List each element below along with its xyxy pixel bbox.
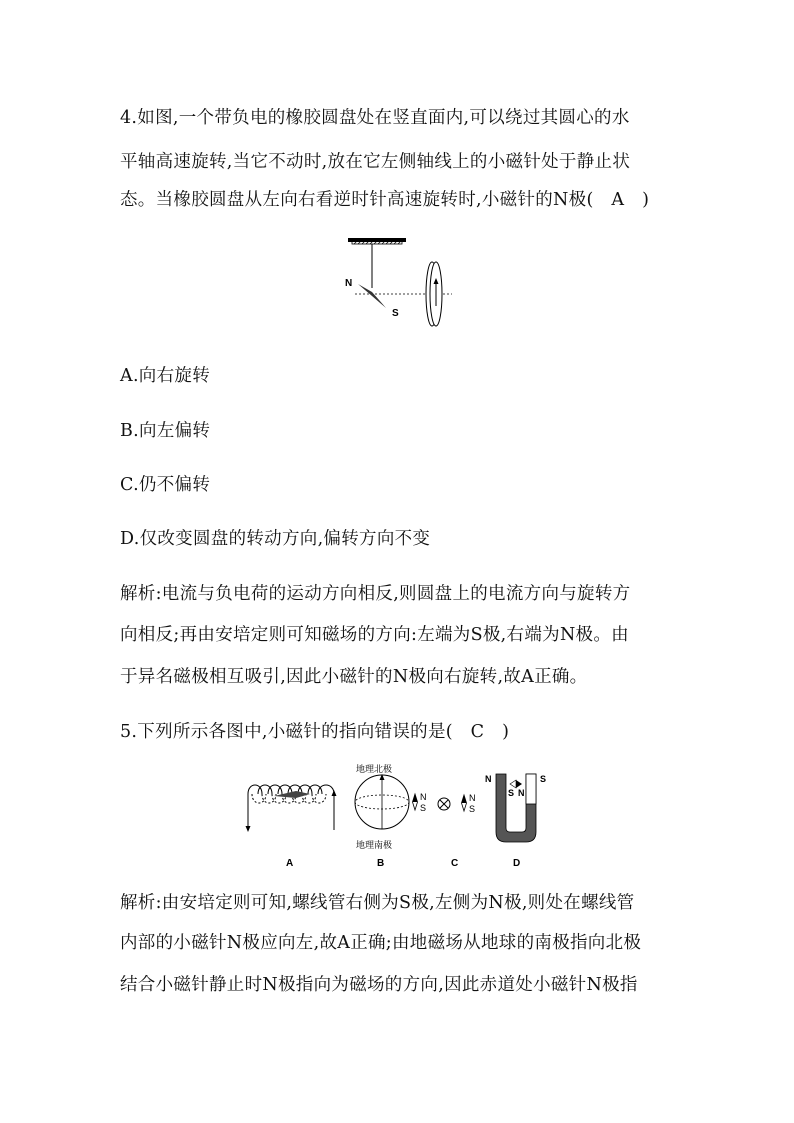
u-needle-n: N — [518, 788, 525, 798]
q4-disk-figure — [340, 236, 460, 336]
q4-option-a: A.向右旋转 — [120, 366, 211, 386]
q4-stem-line-2: 平轴高速旋转,当它不动时,放在它左侧轴线上的小磁针处于静止状 — [120, 152, 631, 172]
q4-option-b: B.向左偏转 — [120, 421, 211, 441]
earth-south-label: 地理南极 — [356, 840, 393, 850]
earth-needle-n: N — [420, 792, 427, 802]
q4-analysis-line-2: 向相反;再由安培定则可知磁场的方向:左端为S极,右端为N极。由 — [120, 625, 629, 645]
q4-analysis-line-3: 于异名磁极相互吸引,因此小磁针的N极向右旋转,故A正确。 — [120, 667, 588, 687]
q4-stem-line-1: 4.如图,一个带负电的橡胶圆盘处在竖直面内,可以绕过其圆心的水 — [120, 108, 630, 128]
q5-analysis-line-1: 解析:由安培定则可知,螺线管右侧为S极,左侧为N极,则处在螺线管 — [120, 893, 635, 913]
u-needle-s: S — [508, 788, 515, 798]
needle-label-n: N — [345, 278, 353, 289]
caption-b: B — [377, 858, 385, 869]
q4-stem-line-3: 态。当橡胶圆盘从左向右看逆时针高速旋转时,小磁针的N极( A ) — [120, 190, 650, 210]
earth-north-label: 地理北极 — [356, 764, 393, 774]
q4-option-d: D.仅改变圆盘的转动方向,偏转方向不变 — [120, 529, 431, 549]
magnet-left-pole: N — [485, 774, 492, 784]
magnet-right-pole: S — [540, 774, 547, 784]
caption-c: C — [451, 858, 459, 869]
wire-needle-s: S — [469, 804, 476, 814]
needle-label-s: S — [392, 308, 399, 319]
q5-figures — [238, 760, 568, 872]
caption-a: A — [286, 858, 294, 869]
solenoid-figure — [246, 785, 337, 832]
q5-analysis-line-3: 结合小磁针静止时N极指向为磁场的方向,因此赤道处小磁针N极指 — [120, 975, 638, 995]
caption-d: D — [513, 858, 521, 869]
q4-analysis-line-1: 解析:电流与负电荷的运动方向相反,则圆盘上的电流方向与旋转方 — [120, 584, 631, 604]
earth-needle-s: S — [420, 803, 427, 813]
q5-analysis-line-2: 内部的小磁针N极应向左,故A正确;由地磁场从地球的南极指向北极 — [120, 933, 642, 953]
q5-stem: 5.下列所示各图中,小磁针的指向错误的是( C ) — [120, 722, 510, 742]
wire-figure — [438, 793, 476, 814]
wire-needle-n: N — [469, 793, 476, 803]
u-magnet-figure — [485, 774, 546, 842]
earth-figure — [355, 763, 427, 850]
q4-option-c: C.仍不偏转 — [120, 475, 211, 495]
